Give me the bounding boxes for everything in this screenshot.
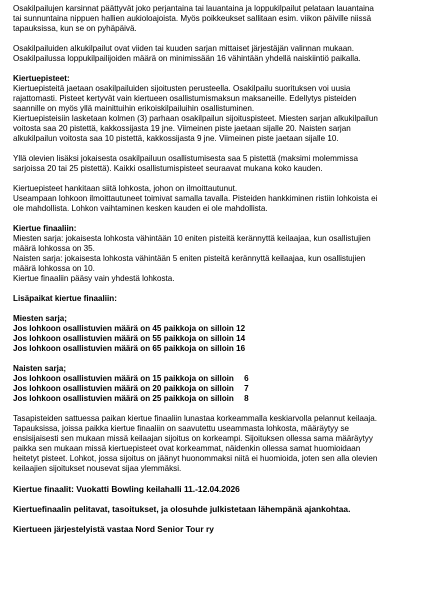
naisten-row-text: Jos lohkoon osallistuvien määrä on 15 paikkoja on silloin — [13, 374, 234, 383]
miesten-row — [13, 324, 417, 334]
miesten-row-num: 16 — [236, 344, 246, 353]
naisten-row-num: 8 — [244, 394, 249, 403]
document-page — [13, 4, 417, 544]
tasapisteet-line: keilaajien sijoitukset nousevat sijaa ylemmäksi. — [13, 464, 182, 473]
kiertuepisteet-line: saannille on myös yllä mainittuihin erikoiskilpailuihin osallistuminen. — [13, 104, 255, 113]
kiertuepisteet-line: voitosta saa 20 pistettä, kakkossijasta 19 jne. Viimeinen piste jaetaan sijalle 20. Naisten sarjan — [13, 124, 351, 133]
miesten-row — [13, 334, 417, 344]
finaali-line: määrä lohkossa on 10. — [13, 264, 95, 273]
organizer-line: Kiertueen järjestelyistä vastaa Nord Senior Tour ry — [13, 524, 214, 534]
tasapisteet-line: ensisijaisesti sen mukaan missä keilaajan sijoitus on korkeampi. Sijoituksen ollessa sama määräytyy — [13, 434, 373, 443]
naisten-row-num: 6 — [244, 374, 249, 383]
intro-line: Osakilpailujen karsinnat päättyvät joko perjantaina tai lauantaina ja loppukilpailut pelataan lauantaina — [13, 4, 374, 13]
kiertuepisteet-section — [13, 74, 417, 144]
finaali-line: Kiertue finaaliin pääsy vain yhdestä lohkosta. — [13, 274, 175, 283]
miesten-row-text: Jos lohkoon osallistuvien määrä on 45 paikkoja on silloin — [13, 324, 234, 333]
miesten-row-text: Jos lohkoon osallistuvien määrä on 55 paikkoja on silloin — [13, 334, 234, 343]
miesten-heading: Miesten sarja; — [13, 314, 67, 323]
finaali-line: Miesten sarja: jokaisesta lohkosta vähintään 10 eniten pisteitä kerännyttä keilaajaa, kun osallistujien — [13, 234, 371, 243]
finaalit-line: Kiertue finaalit: Vuokatti Bowling keilahalli 11.-12.04.2026 — [13, 484, 240, 494]
tasapisteet-line: Tapauksissa, joissa paikka kiertue finaaliin on saavutettu useammasta lohkosta, määräytyy se — [13, 424, 350, 433]
naisten-heading: Naisten sarja; — [13, 364, 67, 373]
naisten-sarja-section — [13, 364, 417, 404]
naisten-row-text: Jos lohkoon osallistuvien määrä on 20 paikkoja on silloin — [13, 384, 234, 393]
pelitavat-line: Kiertuefinaalin pelitavat, tasoitukset, ja olosuhde julkistetaan lähempänä ajankohtaa. — [13, 504, 351, 514]
lisapaikat-heading: Lisäpaikat kiertue finaaliin: — [13, 294, 117, 303]
naisten-row — [13, 374, 417, 384]
lisaksi-line: sarjoissa 20 tai 25 pistettä). Kaikki osallistumispisteet seuraavat mukana koko kauden. — [13, 164, 323, 173]
naisten-row-text: Jos lohkoon osallistuvien määrä on 25 paikkoja on silloin — [13, 394, 234, 403]
finaalit-location — [13, 484, 417, 494]
alku-line: Osakilpailuiden alkukilpailut ovat viiden tai kuuden sarjan mittaiset järjestäjän valinnan mukaan. — [13, 44, 355, 53]
tasapisteet-line: heitetyt pisteet. Lohkot, jossa sijoitus on jäänyt huonommaksi niitä ei huomioida, joten sen alla olevien — [13, 454, 378, 463]
kiertuepisteet-line: alkukilpailun voitosta saa 10 pistettä, kakkossijasta 9 jne. Viimeinen piste jaetaan sijalle 10. — [13, 134, 339, 143]
pelitavat-notice — [13, 504, 417, 514]
naisten-row — [13, 384, 417, 394]
lisapaikat-section — [13, 294, 417, 304]
intro-line: tapauksissa, kun se on pyhäpäivä. — [13, 24, 137, 33]
miesten-row-text: Jos lohkoon osallistuvien määrä on 65 paikkoja on silloin — [13, 344, 234, 353]
miesten-sarja-section — [13, 314, 417, 354]
intro-paragraph — [13, 4, 417, 34]
intro-line: tai sunnuntaina nippuen hallien aukioloajoista. Myös poikkeukset sallitaan esim. viikon päiville niissä — [13, 14, 372, 23]
alkukilpailut-paragraph — [13, 44, 417, 64]
miesten-row-num: 12 — [236, 324, 246, 333]
osallistumispisteet-paragraph — [13, 154, 417, 174]
kiertuepisteet-line: Kiertuepisteisiin lasketaan kolmen (3) parhaan osakilpailun sijoituspisteet. Miesten sarjan alkukilpailun — [13, 114, 378, 123]
finaali-section — [13, 224, 417, 284]
lohko-line: Useampaan lohkoon ilmoittautuneet toimivat samalla tavalla. Pisteiden hankkiminen ristiin lohkoista ei — [13, 194, 378, 203]
naisten-row — [13, 394, 417, 404]
finaali-heading: Kiertue finaaliin: — [13, 224, 77, 233]
tasapisteet-line: Tasapisteiden sattuessa paikan kiertue finaaliin lunastaa korkeammalla keskiarvolla pelannut keilaaja. — [13, 414, 377, 423]
lohko-paragraph — [13, 184, 417, 214]
kiertuepisteet-heading: Kiertuepisteet: — [13, 74, 70, 83]
finaali-line: määrä lohkossa on 35. — [13, 244, 95, 253]
alku-line: Osakilpailussa loppukilpailijoiden määrä on minimissään 16 vähintään yhdellä naiskiintiö paikalla. — [13, 54, 361, 63]
lohko-line: ole mahdollista. Lohkon vaihtaminen kesken kauden ei ole mahdollista. — [13, 204, 268, 213]
naisten-row-num: 7 — [244, 384, 249, 393]
miesten-row-num: 14 — [236, 334, 246, 343]
tasapisteet-line: paikka sen mukaan missä kiertuepisteet ovat korkeammat, näidenkin ollessa samat huomioidaan — [13, 444, 361, 453]
lisaksi-line: Yllä olevien lisäksi jokaisesta osakilpailuun osallistumisesta saa 5 pistettä (maksimi molemmissa — [13, 154, 359, 163]
miesten-row — [13, 344, 417, 354]
kiertuepisteet-line: Kiertuepisteitä jaetaan osakilpailuiden sijoitusten perusteella. Osakilpailu suorituksen voi uusia — [13, 84, 351, 93]
tasapisteet-paragraph — [13, 414, 417, 474]
lohko-line: Kiertuepisteet hankitaan siitä lohkosta, johon on ilmoittautunut. — [13, 184, 238, 193]
kiertuepisteet-line: rajattomasti. Pisteet kertyvät vain kiertueen osallistumismaksun maksaneille. Edellytys pisteiden — [13, 94, 357, 103]
organizer-notice — [13, 524, 417, 534]
finaali-line: Naisten sarja: jokaisesta lohkosta vähintään 5 eniten pisteitä kerännyttä keilaajaa, kun osallistujien — [13, 254, 366, 263]
